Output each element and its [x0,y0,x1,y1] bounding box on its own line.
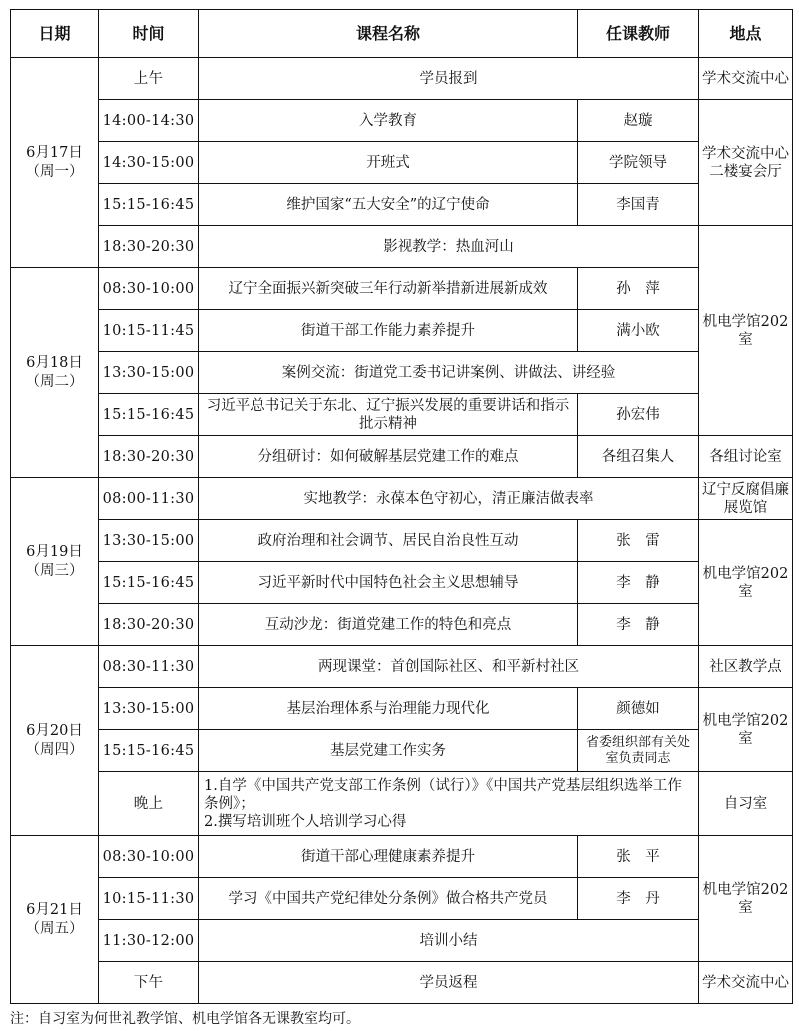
table-row [11,920,793,962]
table-row [11,58,793,100]
weekday-label: （周五） [25,920,84,937]
course-cell: 两现课堂：首创国际社区、和平新村社区 [199,646,699,688]
location-cell: 自习室 [699,772,793,836]
date-label: 6月17日 [26,144,83,161]
time-cell: 18:30-20:30 [99,436,199,478]
course-cell: 学习《中国共产党纪律处分条例》做合格共产党员 [199,878,578,920]
course-cell: 学员报到 [199,58,699,100]
teacher-cell: 各组召集人 [578,436,699,478]
location-cell: 学术交流中心 [699,58,793,100]
time-cell: 18:30-20:30 [99,226,199,268]
header-time: 时间 [99,10,199,58]
table-row [11,730,793,772]
time-cell: 08:00-11:30 [99,478,199,520]
time-cell: 下午 [99,962,199,1004]
header-teacher: 任课教师 [578,10,699,58]
date-label: 6月21日 [26,901,83,918]
teacher-cell: 孙宏伟 [578,394,699,436]
teacher-cell: 颜德如 [578,688,699,730]
date-label: 6月20日 [26,722,83,739]
time-cell: 15:15-16:45 [99,394,199,436]
location-cell: 各组讨论室 [699,436,793,478]
time-cell: 13:30-15:00 [99,688,199,730]
table-row [11,310,793,352]
teacher-cell: 李国青 [578,184,699,226]
time-cell: 10:15-11:45 [99,310,199,352]
location-cell: 辽宁反腐倡廉展览馆 [699,478,793,520]
table-row [11,772,793,836]
teacher-cell: 张 平 [578,836,699,878]
time-cell: 15:15-16:45 [99,184,199,226]
weekday-label: （周三） [25,562,84,579]
table-row [11,562,793,604]
time-cell: 13:30-15:00 [99,520,199,562]
time-cell: 10:15-11:30 [99,878,199,920]
time-cell: 15:15-16:45 [99,562,199,604]
table-row [11,962,793,1004]
time-cell: 晚上 [99,772,199,836]
date-label: 6月18日 [26,354,83,371]
course-cell: 影视教学：热血河山 [199,226,699,268]
table-row [11,836,793,878]
course-cell: 习近平总书记关于东北、辽宁振兴发展的重要讲话和指示批示精神 [199,394,578,436]
time-cell: 11:30-12:00 [99,920,199,962]
date-label: 6月19日 [26,543,83,560]
time-cell: 14:30-15:00 [99,142,199,184]
teacher-cell: 赵璇 [578,100,699,142]
location-cell: 学术交流中心二楼宴会厅 [699,100,793,226]
table-row [11,226,793,268]
time-cell: 13:30-15:00 [99,352,199,394]
location-cell: 学术交流中心 [699,962,793,1004]
time-cell: 14:00-14:30 [99,100,199,142]
course-cell: 维护国家“五大安全”的辽宁使命 [199,184,578,226]
date-cell [11,836,99,1004]
location-cell: 机电学馆202室 [699,688,793,772]
schedule-table [10,9,793,1004]
course-cell: 学员返程 [199,962,699,1004]
time-cell: 上午 [99,58,199,100]
course-cell: 分组研讨：如何破解基层党建工作的难点 [199,436,578,478]
table-row [11,520,793,562]
table-row [11,268,793,310]
location-cell: 机电学馆202室 [699,520,793,646]
table-row [11,142,793,184]
teacher-cell: 省委组织部有关处室负责同志 [578,730,699,772]
table-row [11,436,793,478]
location-cell: 社区教学点 [699,646,793,688]
weekday-label: （周一） [25,163,84,180]
teacher-cell: 学院领导 [578,142,699,184]
date-cell [11,268,99,478]
teacher-cell: 李 丹 [578,878,699,920]
weekday-label: （周二） [25,373,84,390]
course-cell: 基层治理体系与治理能力现代化 [199,688,578,730]
course-cell [199,772,699,836]
table-row [11,646,793,688]
course-cell: 案例交流：街道党工委书记讲案例、讲做法、讲经验 [199,352,699,394]
header-row [11,10,793,58]
teacher-cell: 满小欧 [578,310,699,352]
course-cell: 培训小结 [199,920,699,962]
weekday-label: （周四） [25,741,84,758]
course-cell: 辽宁全面振兴新突破三年行动新举措新进展新成效 [199,268,578,310]
time-cell: 18:30-20:30 [99,604,199,646]
table-row [11,478,793,520]
location-cell: 机电学馆202室 [699,226,793,436]
course-cell: 街道干部工作能力素养提升 [199,310,578,352]
date-cell [11,646,99,836]
table-row [11,394,793,436]
date-cell [11,58,99,268]
time-cell: 08:30-10:00 [99,268,199,310]
date-cell [11,478,99,646]
course-cell: 习近平新时代中国特色社会主义思想辅导 [199,562,578,604]
course-cell: 互动沙龙：街道党建工作的特色和亮点 [199,604,578,646]
table-row [11,604,793,646]
teacher-cell: 孙 萍 [578,268,699,310]
course-cell: 实地教学：永葆本色守初心，清正廉洁做表率 [199,478,699,520]
header-location: 地点 [699,10,793,58]
course-cell: 街道干部心理健康素养提升 [199,836,578,878]
time-cell: 08:30-11:30 [99,646,199,688]
teacher-cell: 李 静 [578,562,699,604]
course-cell: 政府治理和社会调节、居民自治良性互动 [199,520,578,562]
course-cell: 开班式 [199,142,578,184]
location-cell: 机电学馆202室 [699,836,793,962]
teacher-cell: 张 雷 [578,520,699,562]
table-row [11,352,793,394]
teacher-cell: 李 静 [578,604,699,646]
header-course: 课程名称 [199,10,578,58]
table-row [11,100,793,142]
course-line: 1.自学《中国共产党支部工作条例（试行）》《中国共产党基层组织选举工作条例》； [204,777,682,812]
course-cell: 基层党建工作实务 [199,730,578,772]
course-cell: 入学教育 [199,100,578,142]
table-row [11,878,793,920]
time-cell: 15:15-16:45 [99,730,199,772]
table-row [11,688,793,730]
table-row [11,184,793,226]
course-line: 2.撰写培训班个人培训学习心得 [204,813,407,830]
header-date: 日期 [11,10,99,58]
footnote: 注：自习室为何世礼教学馆、机电学馆各无课教室均可。 [10,1011,360,1027]
time-cell: 08:30-10:00 [99,836,199,878]
